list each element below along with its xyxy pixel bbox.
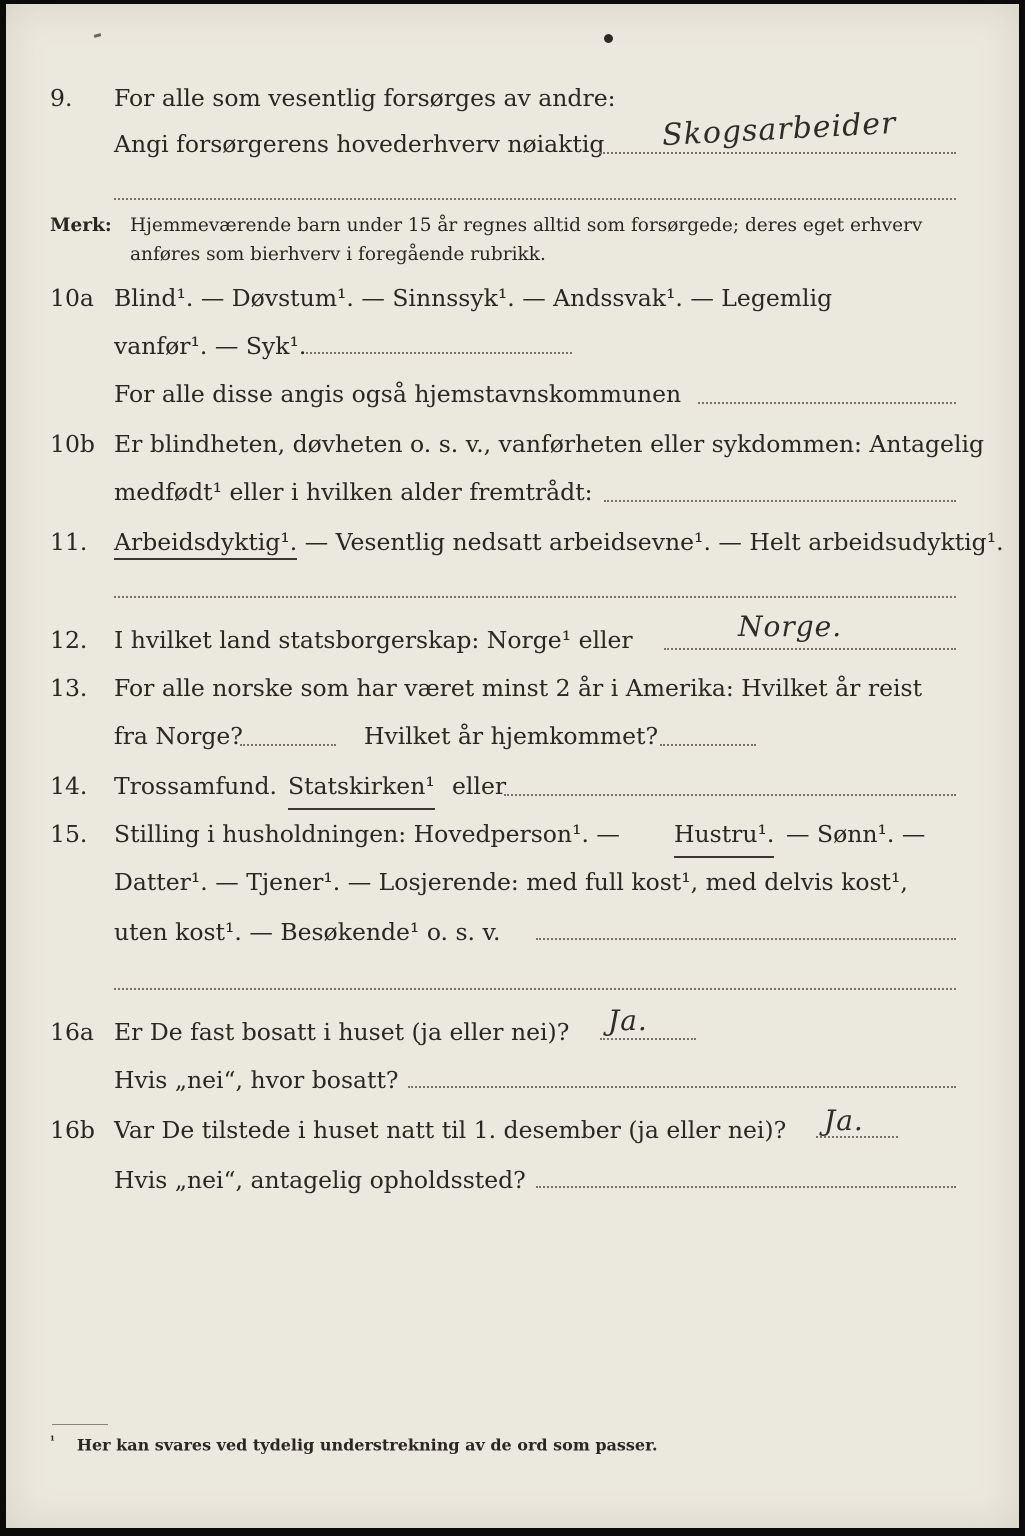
q12-text: I hvilket land statsborgerskap: Norge¹ eller [114,626,633,654]
q10b-line2 [0,472,1025,512]
q9-text: For alle som vesentlig forsørges av andre: [114,84,616,112]
q9-answer-line [600,152,956,154]
q10a-text1: Blind¹. — Døvstum¹. — Sinnssyk¹. — Andssvak¹. — Legemlig [114,284,833,312]
q13-line1 [0,668,1025,708]
q10a-answer-line [306,352,572,354]
q10a-text3: For alle disse angis også hjemstavnskommunen [114,380,682,408]
q15-text1a: Stilling i husholdningen: Hovedperson¹. — [114,820,620,848]
q13-text2a: fra Norge? [114,722,243,750]
q10b-number: 10b [50,430,95,458]
q9-number: 9. [50,84,73,112]
q16a-answer-line [600,1038,696,1040]
merk-text2: anføres som bierhverv i foregående rubrikk. [130,244,546,265]
q12-number: 12. [50,626,88,654]
q12-answer-line [664,648,956,650]
q9-text2: Angi forsørgerens hovederhverv nøiaktig [114,130,605,158]
q11-rest: — Vesentlig nedsatt arbeidsevne¹. — Helt arbeidsudyktig¹. [297,528,1004,556]
q10b-answer-line [604,500,956,502]
q16a-line2 [0,1060,1025,1100]
q15-line1 [0,814,1025,854]
q16b-answer[interactable]: Ja. [824,1104,864,1137]
q16a-number: 16a [50,1018,94,1046]
q16a-line1 [0,1012,1025,1052]
footnote-rule [52,1424,108,1425]
q11-line [0,522,1025,562]
q13-line2 [0,716,1025,756]
merk-text1: Hjemmeværende barn under 15 år regnes alltid som forsørgede; deres eget erhverv [130,215,923,236]
q10a-number: 10a [50,284,94,312]
q12-answer[interactable]: Norge. [738,610,843,643]
q11-text [114,522,1004,562]
q10a-kommune-line [698,402,956,404]
q14-pre: Trossamfund. [114,772,277,800]
q16a-text2: Hvis „nei“, hvor bosatt? [114,1066,399,1094]
q9-answer[interactable]: Skogsarbeider [661,105,898,154]
q13-text2b: Hvilket år hjemkommet? [364,722,659,750]
q16a-bosatt-line [408,1086,956,1088]
q13-reist-line [240,744,336,746]
q14-post: eller [452,772,507,800]
q15-text3: uten kost¹. — Besøkende¹ o. s. v. [114,918,501,946]
q16b-line1 [0,1110,1025,1150]
paper-mark [94,33,102,38]
q15-selected-option[interactable]: Hustru¹. [674,814,774,858]
q15-number: 15. [50,820,88,848]
q12-line [0,620,1025,660]
q15-text2: Datter¹. — Tjener¹. — Losjerende: med full kost¹, med delvis kost¹, [114,868,908,896]
q15-answer-line [536,938,956,940]
q13-hjemkommet-line [660,744,756,746]
q15-line3 [0,912,1025,952]
q14-answer-line [504,794,956,796]
q14-selected-option[interactable]: Statskirken¹ [288,766,435,810]
q15-text1c: — Sønn¹. — [786,820,926,848]
q16a-answer[interactable]: Ja. [608,1004,648,1037]
footnote [50,1434,658,1454]
q16a-text1: Er De fast bosatt i huset (ja eller nei)? [114,1018,570,1046]
q16b-text1: Var De tilstede i huset natt til 1. desember (ja eller nei)? [114,1116,787,1144]
q10b-text2: medfødt¹ eller i hvilken alder fremtrådt: [114,478,593,506]
merk-label: Merk: [50,215,112,236]
q11-selected-option[interactable]: Arbeidsdyktig¹. [114,528,297,560]
footnote-mark: ¹ [50,1434,55,1447]
q14-line [0,766,1025,806]
q16b-number: 16b [50,1116,95,1144]
q13-number: 13. [50,674,88,702]
q10b-line1 [0,424,1025,464]
q10b-text1: Er blindheten, døvheten o. s. v., vanførheten eller sykdommen: Antagelig [114,430,985,458]
footnote-text: Her kan svares ved tydelig understrekning av de ord som passer. [76,1435,658,1455]
q10a-line2 [0,326,1025,366]
q16b-text2: Hvis „nei“, antagelig opholdssted? [114,1166,526,1194]
q10a-text2: vanfør¹. — Syk¹. [114,332,307,360]
punch-hole [604,34,613,43]
q15-line2 [0,862,1025,902]
q13-text1: For alle norske som har været minst 2 år i Amerika: Hvilket år reist [114,674,923,702]
q14-number: 14. [50,772,88,800]
q9-extra-line [114,198,956,200]
q11-extra-line [114,596,956,598]
q10a-line1 [0,278,1025,318]
q16b-opholdssted-line [536,1186,956,1188]
q10a-line3 [0,374,1025,414]
q16b-line2 [0,1160,1025,1200]
q11-number: 11. [50,528,88,556]
q15-extra-line [114,988,956,990]
